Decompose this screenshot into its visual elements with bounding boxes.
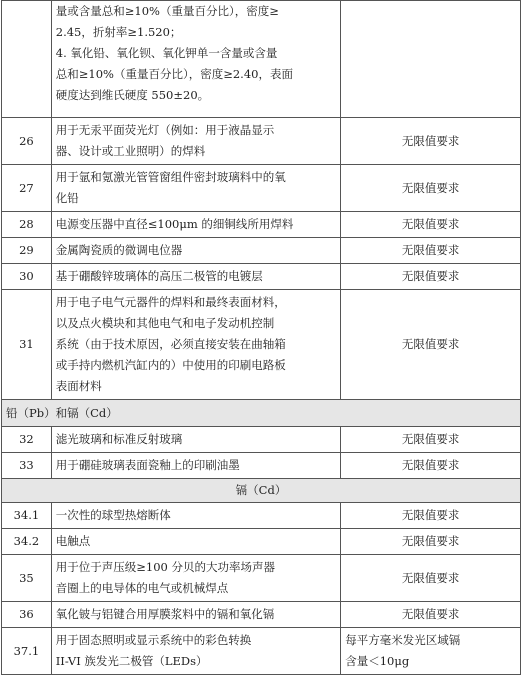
section-header-group xyxy=(2,479,521,503)
description-line: 用于无汞平面荧光灯（例如：用于液晶显示 xyxy=(55,123,275,137)
limit-cell xyxy=(341,1,521,118)
table-row xyxy=(2,555,521,602)
description-line: 以及点火模块和其他电气和电子发动机控制 xyxy=(55,316,275,330)
item-description-cell xyxy=(51,555,340,602)
limit-text: 含量＜10μg xyxy=(345,654,410,668)
item-number-cell: 34.2 xyxy=(2,529,52,555)
table-row xyxy=(2,453,521,479)
limit-text: 无限值要求 xyxy=(401,458,460,472)
limit-text: 无限值要求 xyxy=(401,337,460,351)
description-line: 化铅 xyxy=(55,191,79,205)
table-row xyxy=(2,212,521,238)
item-description-cell xyxy=(51,453,340,479)
table-row-continued xyxy=(2,1,521,118)
item-description-cell xyxy=(51,529,340,555)
item-number-cell: 26 xyxy=(2,118,52,165)
table-row xyxy=(2,628,521,675)
item-number-cell: 35 xyxy=(2,555,52,602)
description-line: 总和≥10%（重量百分比），密度≥2.40，表面 xyxy=(55,67,293,81)
limit-cell xyxy=(341,427,521,453)
limit-cell xyxy=(341,212,521,238)
description-line: 电源变压器中直径≤100μm 的细铜线所用焊料 xyxy=(55,217,294,231)
limit-cell xyxy=(341,555,521,602)
description-line: 系统（由于技术原因，必须直接安装在曲轴箱 xyxy=(55,337,286,351)
description-line: 氧化铍与铝键合用厚膜浆料中的镉和氧化镉 xyxy=(55,607,275,621)
description-line: 硬度达到维氏硬度 550±20。 xyxy=(55,88,210,102)
item-number-cell: 37.1 xyxy=(2,628,52,675)
item-number-cell: 34.1 xyxy=(2,503,52,529)
item-description-cell xyxy=(51,628,340,675)
description-line: 一次性的球型热熔断体 xyxy=(55,508,171,522)
section-header-row xyxy=(2,400,521,427)
table-row xyxy=(2,290,521,400)
item-description-cell xyxy=(51,503,340,529)
table-row xyxy=(2,503,521,529)
item-number-cell: 31 xyxy=(2,290,52,400)
description-line: 器、设计或工业照明）的焊料 xyxy=(55,144,206,158)
item-number-cell: 33 xyxy=(2,453,52,479)
limit-text: 无限值要求 xyxy=(401,243,460,257)
limit-cell xyxy=(341,165,521,212)
table-row xyxy=(2,427,521,453)
description-line: 量或含量总和≥10%（重量百分比），密度≥ xyxy=(55,4,279,18)
description-line: 滤光玻璃和标准反射玻璃 xyxy=(55,432,183,446)
description-line: 用于氩和氪激光管管窗组件密封玻璃料中的氧 xyxy=(55,170,286,184)
item-description-cell xyxy=(51,602,340,628)
table-row xyxy=(2,602,521,628)
limit-text: 无限值要求 xyxy=(401,180,460,195)
limit-text: 无限值要求 xyxy=(401,217,460,231)
limit-cell xyxy=(341,529,521,555)
section-header-row xyxy=(2,479,521,503)
description-line: 4. 氧化铅、氧化钡、氧化钾单一含量或含量 xyxy=(55,46,278,60)
limit-text: 无限值要求 xyxy=(401,534,460,548)
item-description-cell xyxy=(51,212,340,238)
limit-text: 无限值要求 xyxy=(401,432,460,446)
table-row xyxy=(2,529,521,555)
item-number-cell: 28 xyxy=(2,212,52,238)
limit-cell xyxy=(341,503,521,529)
description-line: II-VI 族发光二极管（LEDs） xyxy=(55,654,208,668)
limit-cell xyxy=(341,290,521,400)
description-line: 用于电子电气元器件的焊料和最终表面材料， xyxy=(55,295,286,309)
description-line: 电触点 xyxy=(55,534,91,548)
item-number-cell: 36 xyxy=(2,602,52,628)
rows-group-c xyxy=(2,503,521,675)
description-line: 用于位于声压级≥100 分贝的大功率场声器 xyxy=(55,560,276,574)
item-description-cell xyxy=(51,165,340,212)
item-description-cell xyxy=(51,118,340,165)
limit-text: 无限值要求 xyxy=(401,570,460,585)
item-description-cell xyxy=(51,264,340,290)
table-row xyxy=(2,118,521,165)
description-line: 或手持内燃机汽缸内的）中使用的印刷电路板 xyxy=(55,358,286,372)
table-row xyxy=(2,264,521,290)
rows-group-b xyxy=(2,427,521,479)
item-description-cell xyxy=(51,238,340,264)
limit-text: 无限值要求 xyxy=(401,607,460,621)
limit-cell xyxy=(341,453,521,479)
limit-cell xyxy=(341,264,521,290)
rows-group-a xyxy=(2,118,521,400)
table-row xyxy=(2,165,521,212)
item-number-cell xyxy=(2,1,52,118)
item-description-cell xyxy=(51,1,340,118)
limit-cell xyxy=(341,602,521,628)
description-line: 金属陶瓷质的微调电位器 xyxy=(55,243,183,257)
description-line: 音圈上的电导体的电气或机械焊点 xyxy=(55,581,229,595)
limit-text: 无限值要求 xyxy=(401,508,460,522)
limit-cell xyxy=(341,238,521,264)
limit-text: 每平方毫米发光区域镉 xyxy=(345,633,461,647)
table-body xyxy=(2,1,521,118)
description-line: 用于硼硅玻璃表面瓷釉上的印刷油墨 xyxy=(55,458,240,472)
item-number-cell: 27 xyxy=(2,165,52,212)
limit-text: 无限值要求 xyxy=(401,133,460,148)
description-line: 表面材料 xyxy=(55,379,102,393)
description-line: 基于硼酸锌玻璃体的高压二极管的电镀层 xyxy=(55,269,263,283)
description-line: 2.45，折射率≥1.520； xyxy=(55,25,182,39)
item-description-cell xyxy=(51,427,340,453)
exemption-table xyxy=(1,0,521,675)
item-description-cell xyxy=(51,290,340,400)
section-header-group xyxy=(2,400,521,427)
limit-cell xyxy=(341,118,521,165)
section-title-cd: 镉（Cd） xyxy=(2,479,521,503)
limit-text: 无限值要求 xyxy=(401,269,460,283)
item-number-cell: 30 xyxy=(2,264,52,290)
item-number-cell: 29 xyxy=(2,238,52,264)
item-number-cell: 32 xyxy=(2,427,52,453)
limit-cell xyxy=(341,628,521,675)
description-line: 用于固态照明或显示系统中的彩色转换 xyxy=(55,633,252,647)
section-title-pb-cd: 铅（Pb）和镉（Cd） xyxy=(2,400,521,427)
table-row xyxy=(2,238,521,264)
